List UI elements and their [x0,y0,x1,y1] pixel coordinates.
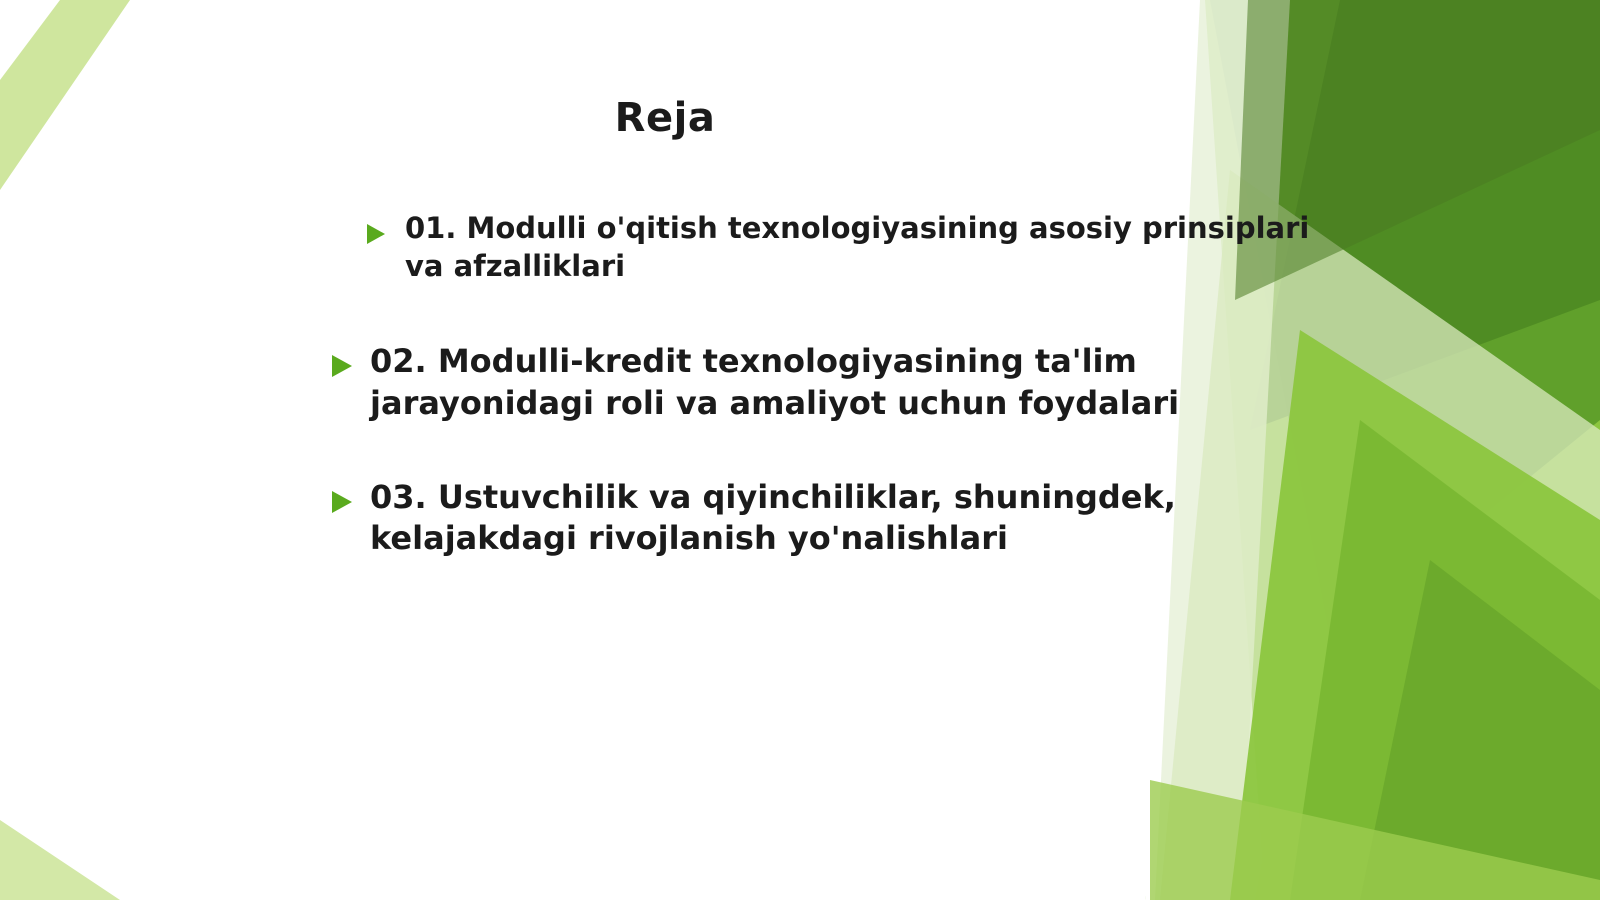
list-item-text: 02. Modulli-kredit texnologiyasining ta'lim jarayonidagi roli va amaliyot uchun foydalari [370,342,1180,422]
list-item [330,341,1340,424]
page-title: Reja [614,95,716,141]
list-item [365,210,1340,285]
play-triangle-icon [365,210,391,246]
play-triangle-icon [330,341,356,379]
list-item-text: 03. Ustuvchilik va qiyinchiliklar, shuningdek, kelajakdagi rivojlanish yo'nalishlari [370,477,1176,558]
list-item [330,477,1340,560]
play-triangle-icon [330,477,356,515]
list-item-text: 01. Modulli o'qitish texnologiyasining asosiy prinsiplari va afzalliklari [405,211,1310,283]
bullet-list [330,210,1340,612]
